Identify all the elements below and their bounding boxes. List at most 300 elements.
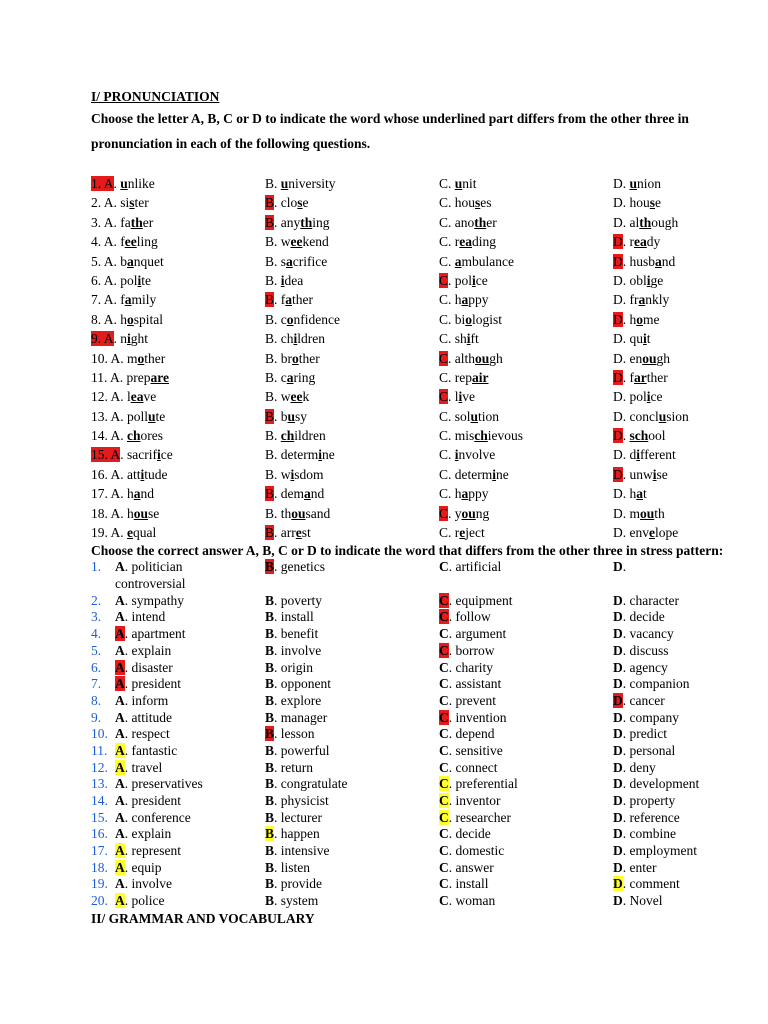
option-text: e — [655, 195, 662, 211]
option-text: ng — [475, 505, 490, 521]
option-text: C. — [439, 253, 455, 269]
option-text: . f — [274, 292, 286, 308]
underlined-sound: i — [293, 331, 298, 347]
option-letter-b: B — [265, 759, 275, 775]
option-text: . pol — [448, 272, 473, 288]
option-text: B. w — [265, 389, 291, 405]
option-d: D. comment — [613, 876, 680, 892]
option-a — [91, 726, 265, 743]
underlined-sound: e — [459, 525, 466, 541]
option-letter-c: C — [439, 809, 449, 825]
answer-highlight: D — [613, 311, 623, 327]
option-a-text: A. involve — [115, 876, 172, 892]
option-a: 9. A. night — [91, 331, 149, 347]
option-a — [91, 743, 265, 760]
underlined-sound: air — [472, 369, 489, 385]
option-b — [265, 329, 439, 348]
underlined-sound: a — [285, 292, 293, 308]
option-c: C. inventor — [439, 793, 501, 809]
option-text: st — [301, 525, 311, 541]
option-text: nd — [140, 486, 155, 502]
option-text: . dem — [274, 486, 305, 502]
option-c: C. preferential — [439, 776, 518, 792]
option-a — [91, 407, 265, 426]
option-letter-d: D — [613, 726, 623, 742]
option-text: ter — [134, 195, 149, 211]
option-text: nlike — [127, 176, 155, 191]
option-c: C. decide — [439, 826, 491, 842]
option-text: ther — [144, 350, 166, 366]
option-b: B. manager — [265, 709, 328, 725]
question-number: 17. — [91, 843, 108, 859]
option-text: D. env — [613, 525, 649, 541]
option-text: 11. A. prep — [91, 369, 151, 385]
option-letter-a: A — [115, 809, 125, 825]
option-d — [613, 329, 731, 348]
underlined-sound: ch — [127, 428, 141, 444]
option-text: nvolve — [458, 447, 496, 463]
answer-highlight: B — [265, 292, 275, 308]
option-c: C. follow — [439, 609, 491, 625]
question-number: 11. — [91, 742, 108, 758]
option-a: 15. A. sacrifice — [91, 447, 173, 463]
option-text: D. d — [613, 447, 637, 463]
underlined-sound: are — [150, 369, 169, 385]
option-b — [265, 465, 439, 484]
option-c: C. connect — [439, 759, 498, 775]
option-b: B. intensive — [265, 843, 330, 859]
pronunciation-row — [91, 232, 731, 251]
pronunciation-row — [91, 271, 731, 290]
option-a-text: A. fantastic — [115, 742, 178, 758]
stress-row — [91, 793, 731, 810]
underlined-sound: i — [318, 447, 323, 463]
stress-row-continuation — [91, 576, 731, 593]
answer-highlight: C — [439, 505, 449, 521]
option-a-text: A. travel — [115, 759, 163, 775]
option-text: B. s — [265, 253, 287, 269]
option-letter-a: A — [115, 843, 125, 859]
option-letter-b: B — [265, 793, 275, 809]
option-b: B. return — [265, 759, 313, 775]
option-text: C. — [439, 176, 455, 191]
option-a — [91, 559, 265, 576]
option-a — [91, 271, 265, 290]
answer-highlight: C — [439, 272, 449, 288]
option-text: 13. A. poll — [91, 408, 149, 424]
underlined-sound: ee — [290, 234, 303, 250]
option-a — [91, 426, 265, 445]
option-d: D. companion — [613, 676, 690, 692]
option-text: C. hou — [439, 195, 476, 211]
option-c — [439, 368, 613, 387]
option-letter-a: A — [115, 676, 125, 692]
option-text: t — [646, 331, 651, 347]
option-letter-a: A — [115, 642, 125, 658]
option-text: ce — [160, 447, 173, 463]
option-b: B. genetics — [265, 559, 325, 575]
underlined-sound: a — [304, 486, 311, 502]
option-a-text: A. conference — [115, 809, 191, 825]
question-number: 7. — [91, 676, 102, 692]
option-b — [265, 387, 439, 406]
option-letter-d: D — [613, 642, 623, 658]
pronunciation-row — [91, 310, 731, 329]
pronunciation-row — [91, 329, 731, 348]
option-c — [439, 310, 613, 329]
option-c — [439, 290, 613, 309]
option-letter-a: A — [115, 659, 125, 675]
option-letter-c: C — [439, 642, 449, 658]
option-text: ght — [130, 331, 149, 347]
underlined-sound: i — [652, 466, 657, 482]
option-letter-d: D — [613, 793, 623, 809]
option-d — [613, 193, 731, 212]
option-text: D. h — [613, 486, 637, 502]
option-a — [91, 760, 265, 777]
option-text: tion — [478, 408, 500, 424]
stress-row — [91, 876, 731, 893]
option-c — [439, 465, 613, 484]
underlined-sound: u — [287, 408, 296, 424]
option-a — [91, 776, 265, 793]
underlined-sound: e — [649, 525, 655, 541]
option-b: B. poverty — [265, 592, 323, 608]
stress-instruction: Choose the correct answer A, B, C or D to indicate the word that differs from the other three in stress pattern: — [91, 543, 724, 559]
option-text: D. m — [613, 505, 640, 521]
option-text: 18. A. h — [91, 505, 134, 521]
option-d — [613, 271, 731, 290]
option-d: D. predict — [613, 726, 667, 742]
option-text: logist — [472, 311, 503, 327]
option-a-text: A. inform — [115, 692, 169, 708]
option-text: C. h — [439, 486, 462, 502]
option-letter-d: D — [613, 592, 623, 608]
option-text: er — [486, 214, 497, 230]
option-text: ther — [292, 292, 314, 308]
option-text: dy — [646, 234, 661, 250]
option-b: B. origin — [265, 659, 314, 675]
answer-highlight: B — [265, 486, 275, 502]
underlined-sound: a — [124, 292, 132, 308]
underlined-sound: u — [280, 176, 289, 191]
option-b — [265, 445, 439, 464]
option-d-text-wrapped: controversial — [115, 576, 186, 592]
option-d: D. development — [613, 776, 700, 792]
option-letter-a: A — [115, 709, 125, 725]
underlined-sound: i — [280, 272, 285, 288]
option-c: C. install — [439, 876, 489, 892]
question-number: 4. — [91, 626, 102, 642]
option-c: C. borrow — [439, 642, 495, 658]
stress-row — [91, 676, 731, 693]
option-letter-d: D — [613, 676, 623, 692]
question-number: 12. — [91, 759, 108, 775]
option-text: ring — [293, 369, 316, 385]
option-text: k — [302, 389, 310, 405]
option-a — [91, 387, 265, 406]
option-c — [439, 329, 613, 348]
option-text: ve — [462, 389, 476, 405]
option-d: D. reference — [613, 809, 680, 825]
option-b — [265, 368, 439, 387]
option-text: sand — [305, 505, 331, 521]
option-text: B. br — [265, 350, 292, 366]
option-text: es — [480, 195, 492, 211]
option-text: C. sh — [439, 331, 467, 347]
option-text: sdom — [294, 466, 324, 482]
option-a-text: A. respect — [115, 726, 170, 742]
option-text: gh — [656, 350, 671, 366]
option-a — [91, 643, 265, 660]
question-number: 19. — [91, 876, 108, 892]
option-text: ding — [472, 234, 497, 250]
option-d — [613, 484, 731, 503]
option-letter-c: C — [439, 559, 449, 575]
option-c — [439, 445, 613, 464]
option-c — [439, 484, 613, 503]
option-a-text: A. sympathy — [115, 592, 184, 608]
option-text: ve — [143, 389, 157, 405]
option-a-text: A. preservatives — [115, 776, 203, 792]
underlined-sound: ou — [461, 505, 476, 521]
option-d — [613, 387, 731, 406]
underlined-sound: s — [649, 195, 656, 211]
option-c — [439, 271, 613, 290]
option-b — [265, 252, 439, 271]
option-d: D. property — [613, 793, 676, 809]
option-text: D. al — [613, 214, 640, 230]
option-text: C. determ — [439, 466, 493, 482]
option-d — [613, 445, 731, 464]
option-letter-b: B — [265, 592, 275, 608]
option-text: e — [302, 195, 309, 211]
option-text: B. c — [265, 369, 287, 385]
option-text: ne — [322, 447, 335, 463]
option-text: nkly — [645, 292, 670, 308]
stress-row — [91, 860, 731, 877]
option-letter-c: C — [439, 626, 449, 642]
stress-row — [91, 893, 731, 910]
option-text: C. rep — [439, 369, 472, 385]
option-text: nit — [462, 176, 477, 191]
option-a-text: A. president — [115, 676, 181, 692]
option-text: 19. A. — [91, 525, 128, 541]
underlined-sound: th — [474, 214, 487, 230]
answer-highlight: D — [613, 234, 623, 250]
option-letter-b: B — [265, 676, 275, 692]
option-b: B. physicist — [265, 793, 329, 809]
option-b: B. lecturer — [265, 809, 322, 825]
answer-highlight: D — [613, 428, 623, 444]
option-a-text: A. represent — [115, 843, 181, 859]
option-c: C. argument — [439, 626, 507, 642]
underlined-sound: i — [454, 447, 459, 463]
option-d — [613, 290, 731, 309]
option-letter-b: B — [265, 642, 275, 658]
underlined-sound: ea — [634, 234, 647, 250]
option-text: 5. A. b — [91, 253, 128, 269]
option-letter-c: C — [439, 843, 449, 859]
option-letter-c: C — [439, 726, 449, 742]
underlined-sound: o — [636, 311, 643, 327]
option-letter-d: D — [613, 893, 623, 909]
option-d — [613, 368, 731, 387]
option-c — [439, 349, 613, 368]
option-c — [439, 387, 613, 406]
option-a — [91, 465, 265, 484]
option-c: C. depend — [439, 726, 495, 742]
option-d — [613, 349, 731, 368]
option-letter-a: A — [115, 776, 125, 792]
option-text: . h — [622, 311, 637, 327]
option-letter-d: D — [613, 809, 623, 825]
option-text: 8. A. h — [91, 311, 128, 327]
option-text: 6. A. pol — [91, 272, 138, 288]
option-text: spital — [133, 311, 164, 327]
option-text: ce — [650, 389, 663, 405]
option-text: nfidence — [293, 311, 340, 327]
stress-row — [91, 710, 731, 727]
option-b: B. system — [265, 893, 319, 909]
option-text: 4. A. f — [91, 234, 125, 250]
option-text: D. concl — [613, 408, 659, 424]
option-letter-c: C — [439, 893, 449, 909]
option-text: D. obl — [613, 272, 647, 288]
option-c — [439, 523, 613, 542]
underlined-sound: e — [127, 525, 134, 541]
option-d: D. personal — [613, 742, 676, 758]
option-a-text: A. explain — [115, 826, 172, 842]
option-c: C. invention — [439, 709, 507, 725]
underlined-sound: ou — [133, 505, 149, 521]
answer-highlight: C — [439, 389, 449, 405]
option-text: B. — [265, 272, 281, 288]
option-b — [265, 290, 439, 309]
option-text: D. en — [613, 350, 643, 366]
option-text: D. fr — [613, 292, 639, 308]
pronunciation-row — [91, 387, 731, 406]
option-c — [439, 232, 613, 251]
underlined-sound: i — [492, 466, 497, 482]
option-letter-c: C — [439, 659, 449, 675]
option-letter-d: D — [613, 559, 623, 575]
underlined-sound: o — [286, 311, 294, 327]
option-text: gh — [489, 350, 503, 366]
option-letter-d: D — [613, 742, 623, 758]
option-d: D. agency — [613, 659, 668, 675]
option-letter-b: B — [265, 609, 275, 625]
option-a — [91, 609, 265, 626]
option-d: D. discuss — [613, 642, 669, 658]
answer-highlight: B — [265, 214, 275, 230]
option-letter-b: B — [265, 893, 275, 909]
option-letter-c: C — [439, 709, 449, 725]
option-b: B. listen — [265, 859, 311, 875]
option-text: se — [148, 505, 160, 521]
underlined-sound: a — [286, 369, 294, 385]
underlined-sound: s — [129, 195, 135, 211]
option-a — [91, 252, 265, 271]
option-a — [91, 693, 265, 710]
option-text: B. — [265, 176, 281, 191]
question-number: 3. — [91, 609, 102, 625]
option-c: C. charity — [439, 659, 493, 675]
option-b — [265, 426, 439, 445]
answer-highlight: D — [613, 253, 623, 269]
stress-row — [91, 559, 731, 576]
option-letter-a: A — [115, 609, 125, 625]
option-text: B. c — [265, 311, 287, 327]
option-d — [613, 426, 731, 445]
option-c: C. researcher — [439, 809, 511, 825]
option-d: D. combine — [613, 826, 676, 842]
option-a — [91, 676, 265, 693]
option-letter-c: C — [439, 676, 449, 692]
option-letter-b: B — [265, 709, 275, 725]
stress-row — [91, 843, 731, 860]
option-text: ool — [648, 428, 666, 444]
underlined-sound: ee — [290, 389, 303, 405]
option-b — [265, 310, 439, 329]
option-letter-c: C — [439, 826, 449, 842]
option-letter-b: B — [265, 626, 275, 642]
option-b — [265, 174, 439, 193]
answer-highlight: B — [265, 195, 275, 211]
question-number: 5. — [91, 642, 102, 658]
option-text: sion — [666, 408, 689, 424]
option-d: D. employment — [613, 843, 697, 859]
pronunciation-row — [91, 523, 731, 542]
option-letter-b: B — [265, 659, 275, 675]
underlined-sound: ea — [459, 234, 472, 250]
option-text: 14. A. — [91, 428, 128, 444]
option-a — [91, 793, 265, 810]
underlined-sound: u — [120, 176, 128, 191]
section-grammar-title: II/ GRAMMAR AND VOCABULARY — [91, 910, 315, 926]
option-b: B. happen — [265, 826, 320, 842]
option-text: ce — [475, 272, 488, 288]
option-text: B. determ — [265, 447, 319, 463]
underlined-sound: i — [646, 272, 651, 288]
option-text: D. qu — [613, 331, 643, 347]
option-a — [91, 232, 265, 251]
option-d: D. enter — [613, 859, 657, 875]
option-text: 2. A. si — [91, 195, 130, 211]
option-c — [439, 252, 613, 271]
underlined-sound: ea — [130, 389, 144, 405]
option-text: n — [116, 331, 128, 347]
option-text: ther — [298, 350, 320, 366]
option-letter-b: B — [265, 809, 275, 825]
underlined-sound: s — [475, 195, 481, 211]
stress-row — [91, 593, 731, 610]
stress-row — [91, 609, 731, 626]
stress-row — [91, 726, 731, 743]
option-text: . clo — [274, 195, 298, 211]
option-a — [91, 484, 265, 503]
option-letter-a: A — [115, 876, 125, 892]
option-text: lope — [655, 525, 679, 541]
underlined-sound: th — [130, 214, 143, 230]
option-text: ough — [651, 214, 679, 230]
underlined-sound: a — [454, 253, 462, 269]
pronunciation-row — [91, 193, 731, 212]
option-text: B. ch — [265, 331, 294, 347]
option-a: 1. A. unlike — [91, 176, 155, 191]
option-text: er — [142, 214, 154, 230]
option-text: ing — [312, 214, 330, 230]
